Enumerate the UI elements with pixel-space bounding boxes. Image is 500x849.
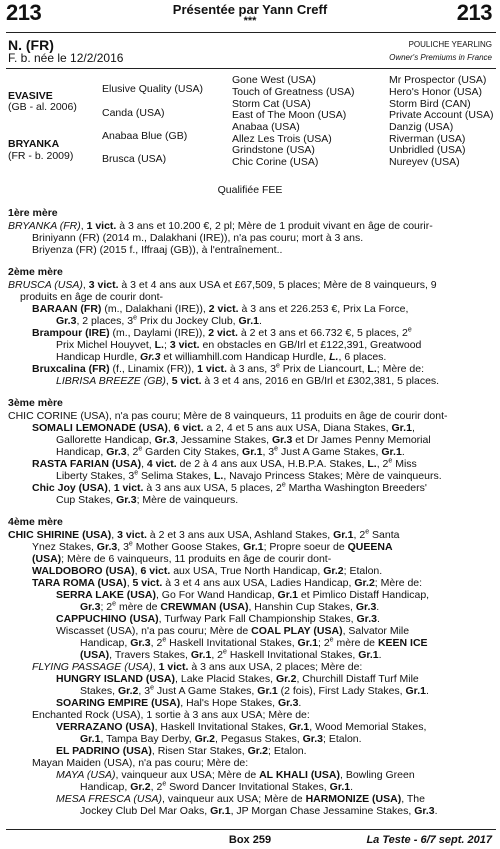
pedigree-gen4-3: Storm Bird (CAN) xyxy=(389,98,471,110)
pedigree-gen2-4: Brusca (USA) xyxy=(102,153,167,165)
fourth-dam-line: TARA ROMA (USA), 5 vict. à 3 et 4 ans aux USA, Ladies Handicap, Gr.2; Mère de: xyxy=(32,577,423,589)
third-dam-line: RASTA FARIAN (USA), 4 vict. de 2 à 4 ans aux USA, H.B.P.A. Stakes, L., 2e Miss xyxy=(32,457,417,470)
fourth-dam-line: Wiscasset (USA), n'a pas couru; Mère de COAL PLAY (USA), Salvator Mile xyxy=(56,625,410,637)
fourth-dam-line: Mayan Maiden (USA), n'a pas couru; Mère de: xyxy=(32,757,249,769)
fourth-dam-line: FLYING PASSAGE (USA), 1 vict. à 3 ans aux USA, 2 places; Mère de: xyxy=(32,661,363,673)
rating-stars: *** xyxy=(243,15,257,27)
second-dam-line: Gr.3, 2 places, 3e Prix du Jockey Club, Gr.1. xyxy=(56,314,262,327)
pedigree-gen3-2: Touch of Greatness (USA) xyxy=(232,86,355,98)
fourth-dam-line: Jockey Club Del Mar Oaks, Gr.1, JP Morgan Chase Jessamine Stakes, Gr.3. xyxy=(80,805,438,817)
pedigree-gen2-3: Anabaa Blue (GB) xyxy=(102,130,188,142)
fourth-dam-line: Ynez Stakes, Gr.3, 3e Mother Goose Stakes, Gr.1; Propre soeur de QUEENA xyxy=(32,540,393,553)
fourth-dam-line: Handicap, Gr.2, 2e Sword Dancer Invitational Stakes, Gr.1. xyxy=(80,780,354,793)
pedigree-gen4-6: Riverman (USA) xyxy=(389,133,466,145)
second-dam-line: BARAAN (FR) (m., Dalakhani (IRE)), 2 vict. à 3 ans et 226.253 €, Prix La Force, xyxy=(32,303,409,315)
fourth-dam-line: SERRA LAKE (USA), Go For Wand Handicap, Gr.1 et Pimlico Distaff Handicap, xyxy=(56,589,430,601)
second-dam-line: Handicap Hurdle, Gr.3 et williamhill.com Handicap Hurdle, L., 6 places. xyxy=(56,351,387,363)
fourth-dam-line: EL PADRINO (USA), Risen Star Stakes, Gr.2; Etalon. xyxy=(56,745,307,757)
fourth-dam-line: (USA); Mère de 6 vainqueurs, 11 produits en âge de courir dont- xyxy=(32,553,332,565)
pedigree-gen3-6: Allez Les Trois (USA) xyxy=(232,133,332,145)
lot-number-right: 213 xyxy=(456,0,492,25)
second-dam-line: produits en âge de courir dont- xyxy=(20,291,164,303)
third-dam-line: Cup Stakes, Gr.3; Mère de vainqueurs. xyxy=(56,494,239,506)
fourth-dam-line: Gr.3; 2e mère de CREWMAN (USA), Hanshin Cup Stakes, Gr.3. xyxy=(80,600,380,613)
fourth-dam-line: SOARING EMPIRE (USA), Hal's Hope Stakes, Gr.3. xyxy=(56,697,302,709)
lot-number-left: 213 xyxy=(6,0,42,25)
third-dam-line: Chic Joy (USA), 1 vict. à 3 ans aux USA, 5 places, 2e Martha Washington Breeders' xyxy=(32,481,427,494)
pedigree-rule xyxy=(6,68,496,69)
footer-box: Box 259 xyxy=(228,834,272,846)
fourth-dam-line: HUNGRY ISLAND (USA), Lake Placid Stakes, Gr.2, Churchill Distaff Turf Mile xyxy=(56,673,419,685)
dam-name: BRYANKA xyxy=(8,138,60,150)
fourth-dam-line: VERRAZANO (USA), Haskell Invitational Stakes, Gr.1, Wood Memorial Stakes, xyxy=(56,721,427,733)
fourth-dam-line: Enchanted Rock (USA), 1 sortie à 3 ans aux USA; Mère de: xyxy=(32,709,310,721)
premiums-label: Owner's Premiums in France xyxy=(389,53,492,62)
third-dam-line: Handicap, Gr.3, 2e Garden City Stakes, Gr.1, 3e Just A Game Stakes, Gr.1. xyxy=(56,445,405,458)
third-dam-line: Liberty Stakes, 3e Selima Stakes, L., Navajo Princess Stakes; Mère de vainqueurs. xyxy=(56,469,442,482)
pedigree-gen4-8: Nureyev (USA) xyxy=(389,156,460,168)
footer-rule xyxy=(6,829,496,830)
second-dam-line: Prix Michel Houyvet, L.; 3 vict. en obstacles en GB/Irl et £122,391, Greatwood xyxy=(56,339,422,351)
horse-name: N. (FR) xyxy=(8,37,54,53)
third-dam-line: Gallorette Handicap, Gr.3, Jessamine Stakes, Gr.3 et Dr James Penny Memorial xyxy=(56,434,431,446)
pedigree-gen3-3: Storm Cat (USA) xyxy=(232,98,311,110)
pedigree-gen3-5: Anabaa (USA) xyxy=(232,121,300,133)
fourth-dam-line: Stakes, Gr.2, 3e Just A Game Stakes, Gr.1 (2 fois), First Lady Stakes, Gr.1. xyxy=(80,684,429,697)
fourth-dam-line: Handicap, Gr.3, 2e Haskell Invitational Stakes, Gr.1; 2e mère de KEEN ICE xyxy=(80,636,428,649)
first-dam-line: Briyenza (FR) (2015 f., Iffraaj (GB)), à l'entraînement.. xyxy=(32,244,283,256)
pedigree-gen4-7: Unbridled (USA) xyxy=(389,144,466,156)
pedigree-gen4-5: Danzig (USA) xyxy=(389,121,454,133)
horse-birth: F. b. née le 12/2/2016 xyxy=(8,51,124,65)
sire-info: (GB - al. 2006) xyxy=(8,101,77,113)
section-title-third-dam: 3ème mère xyxy=(8,397,63,409)
fourth-dam-line: WALDOBORO (USA), 6 vict. aux USA, True North Handicap, Gr.2; Etalon. xyxy=(32,565,383,577)
category-label: POULICHE YEARLING xyxy=(408,40,492,49)
pedigree-gen3-7: Grindstone (USA) xyxy=(232,144,315,156)
pedigree-gen4-2: Hero's Honor (USA) xyxy=(389,86,483,98)
section-title-first-dam: 1ère mère xyxy=(8,207,58,219)
first-dam-line: BRYANKA (FR), 1 vict. à 3 ans et 10.200 €, 2 pl; Mère de 1 produit vivant en âge de courir- xyxy=(8,220,433,232)
third-dam-line: SOMALI LEMONADE (USA), 6 vict. a 2, 4 et 5 ans aux USA, Diana Stakes, Gr.1, xyxy=(32,422,415,434)
third-dam-line: CHIC CORINE (USA), n'a pas couru; Mère de 8 vainqueurs, 11 produits en âge de courir dont- xyxy=(8,410,448,422)
footer-venue-date: La Teste - 6/7 sept. 2017 xyxy=(366,834,492,846)
fourth-dam-line: MESA FRESCA (USA), vainqueur aux USA; Mère de HARMONIZE (USA), The xyxy=(56,793,425,805)
fourth-dam-line: MAYA (USA), vainqueur aux USA; Mère de AL KHALI (USA), Bowling Green xyxy=(56,769,415,781)
pedigree-gen2-1: Elusive Quality (USA) xyxy=(102,83,203,95)
second-dam-line: Bruxcalina (FR) (f., Linamix (FR)), 1 vict. à 3 ans, 3e Prix de Liancourt, L.; Mère de: xyxy=(32,362,425,375)
section-title-fourth-dam: 4ème mère xyxy=(8,516,63,528)
pedigree-gen3-1: Gone West (USA) xyxy=(232,74,316,86)
pedigree-gen3-4: East of The Moon (USA) xyxy=(232,109,347,121)
dam-info: (FR - b. 2009) xyxy=(8,150,74,162)
pedigree-gen4-4: Private Account (USA) xyxy=(389,109,494,121)
first-dam-line: Briniyann (FR) (2014 m., Dalakhani (IRE)), n'a pas couru; mort à 3 ans. xyxy=(32,232,364,244)
fourth-dam-line: (USA), Travers Stakes, Gr.1, 2e Haskell Invitational Stakes, Gr.1. xyxy=(80,648,382,661)
qualification-note: Qualifiée FEE xyxy=(217,184,283,196)
pedigree-gen4-1: Mr Prospector (USA) xyxy=(389,74,487,86)
sire-name: EVASIVE xyxy=(8,90,53,102)
pedigree-gen2-2: Canda (USA) xyxy=(102,107,165,119)
second-dam-line: Brampour (IRE) (m., Daylami (IRE)), 2 vict. à 2 et 3 ans et 66.732 €, 5 places, 2e xyxy=(32,326,412,339)
fourth-dam-line: CHIC SHIRINE (USA), 3 vict. à 2 et 3 ans aux USA, Ashland Stakes, Gr.1, 2e Santa xyxy=(8,528,400,541)
second-dam-line: LIBRISA BREEZE (GB), 5 vict. à 3 et 4 ans, 2016 en GB/Irl et £302,381, 5 places. xyxy=(56,375,440,387)
fourth-dam-line: CAPPUCHINO (USA), Turfway Park Fall Championship Stakes, Gr.3. xyxy=(56,613,380,625)
header-rule xyxy=(6,32,496,33)
fourth-dam-line: Gr.1, Tampa Bay Derby, Gr.2, Pegasus Stakes, Gr.3; Etalon. xyxy=(80,733,362,745)
second-dam-line: BRUSCA (USA), 3 vict. à 3 et 4 ans aux USA et £67,509, 5 places; Mère de 8 vainqueurs, 9 xyxy=(8,279,437,291)
presented-by: Présentée par Yann Creff xyxy=(172,2,328,17)
pedigree-gen3-8: Chic Corine (USA) xyxy=(232,156,319,168)
section-title-second-dam: 2ème mère xyxy=(8,266,63,278)
